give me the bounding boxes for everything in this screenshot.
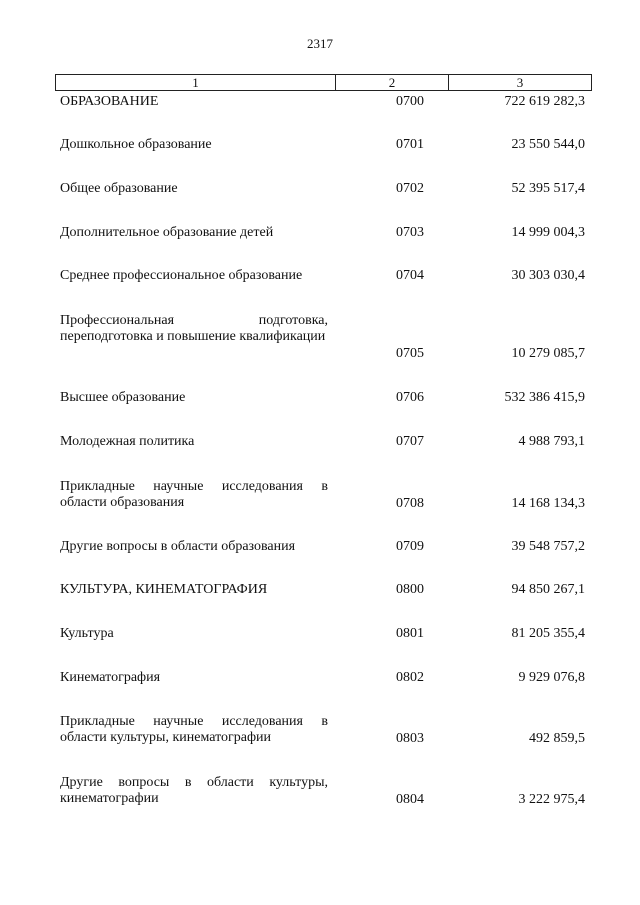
- row-code: 0705: [396, 346, 424, 361]
- column-header-2: 2: [336, 75, 449, 90]
- row-amount: 81 205 355,4: [511, 626, 585, 641]
- row-code: 0802: [396, 670, 424, 685]
- row-name: КУЛЬТУРА, КИНЕМАТОГРАФИЯ: [60, 582, 268, 597]
- column-header-3: 3: [516, 75, 524, 90]
- row-name: Профессиональная подготовка, переподготовка и повышение квалификации: [60, 313, 328, 344]
- row-code: 0703: [396, 225, 424, 240]
- row-amount: 14 999 004,3: [511, 225, 585, 240]
- row-code: 0709: [396, 539, 424, 554]
- row-code: 0804: [396, 792, 424, 807]
- row-amount: 14 168 134,3: [511, 496, 585, 511]
- row-amount: 52 395 517,4: [511, 181, 585, 196]
- page-number: 2317: [307, 36, 333, 51]
- row-name: Высшее образование: [60, 390, 186, 405]
- table-header: [55, 74, 592, 91]
- row-amount: 10 279 085,7: [511, 346, 585, 361]
- row-code: 0801: [396, 626, 424, 641]
- row-name: ОБРАЗОВАНИЕ: [60, 94, 159, 109]
- row-amount: 94 850 267,1: [511, 582, 585, 597]
- row-name: Среднее профессиональное образование: [60, 268, 303, 283]
- row-code: 0700: [396, 94, 424, 109]
- row-name: Другие вопросы в области культуры, кинематографии: [60, 775, 328, 806]
- row-name: Прикладные научные исследования в области культуры, кинематографии: [60, 714, 328, 745]
- row-code: 0800: [396, 582, 424, 597]
- row-amount: 23 550 544,0: [511, 137, 585, 152]
- row-name: Другие вопросы в области образования: [60, 539, 296, 554]
- row-amount: 30 303 030,4: [511, 268, 585, 283]
- row-amount: 532 386 415,9: [504, 390, 585, 405]
- row-code: 0702: [396, 181, 424, 196]
- row-amount: 722 619 282,3: [504, 94, 585, 109]
- row-code: 0708: [396, 496, 424, 511]
- row-amount: 39 548 757,2: [511, 539, 585, 554]
- row-code: 0701: [396, 137, 424, 152]
- row-code: 0704: [396, 268, 424, 283]
- row-amount: 9 929 076,8: [518, 670, 585, 685]
- row-amount: 492 859,5: [529, 731, 585, 746]
- row-amount: 4 988 793,1: [518, 434, 585, 449]
- row-code: 0706: [396, 390, 424, 405]
- row-name: Дошкольное образование: [60, 137, 212, 152]
- column-header-1: 1: [56, 75, 336, 90]
- row-name: Культура: [60, 626, 114, 641]
- row-code: 0803: [396, 731, 424, 746]
- row-amount: 3 222 975,4: [518, 792, 585, 807]
- row-name: Общее образование: [60, 181, 178, 196]
- row-name: Дополнительное образование детей: [60, 225, 274, 240]
- row-name: Кинематография: [60, 670, 161, 685]
- row-name: Молодежная политика: [60, 434, 195, 449]
- row-code: 0707: [396, 434, 424, 449]
- row-name: Прикладные научные исследования в области образования: [60, 479, 328, 510]
